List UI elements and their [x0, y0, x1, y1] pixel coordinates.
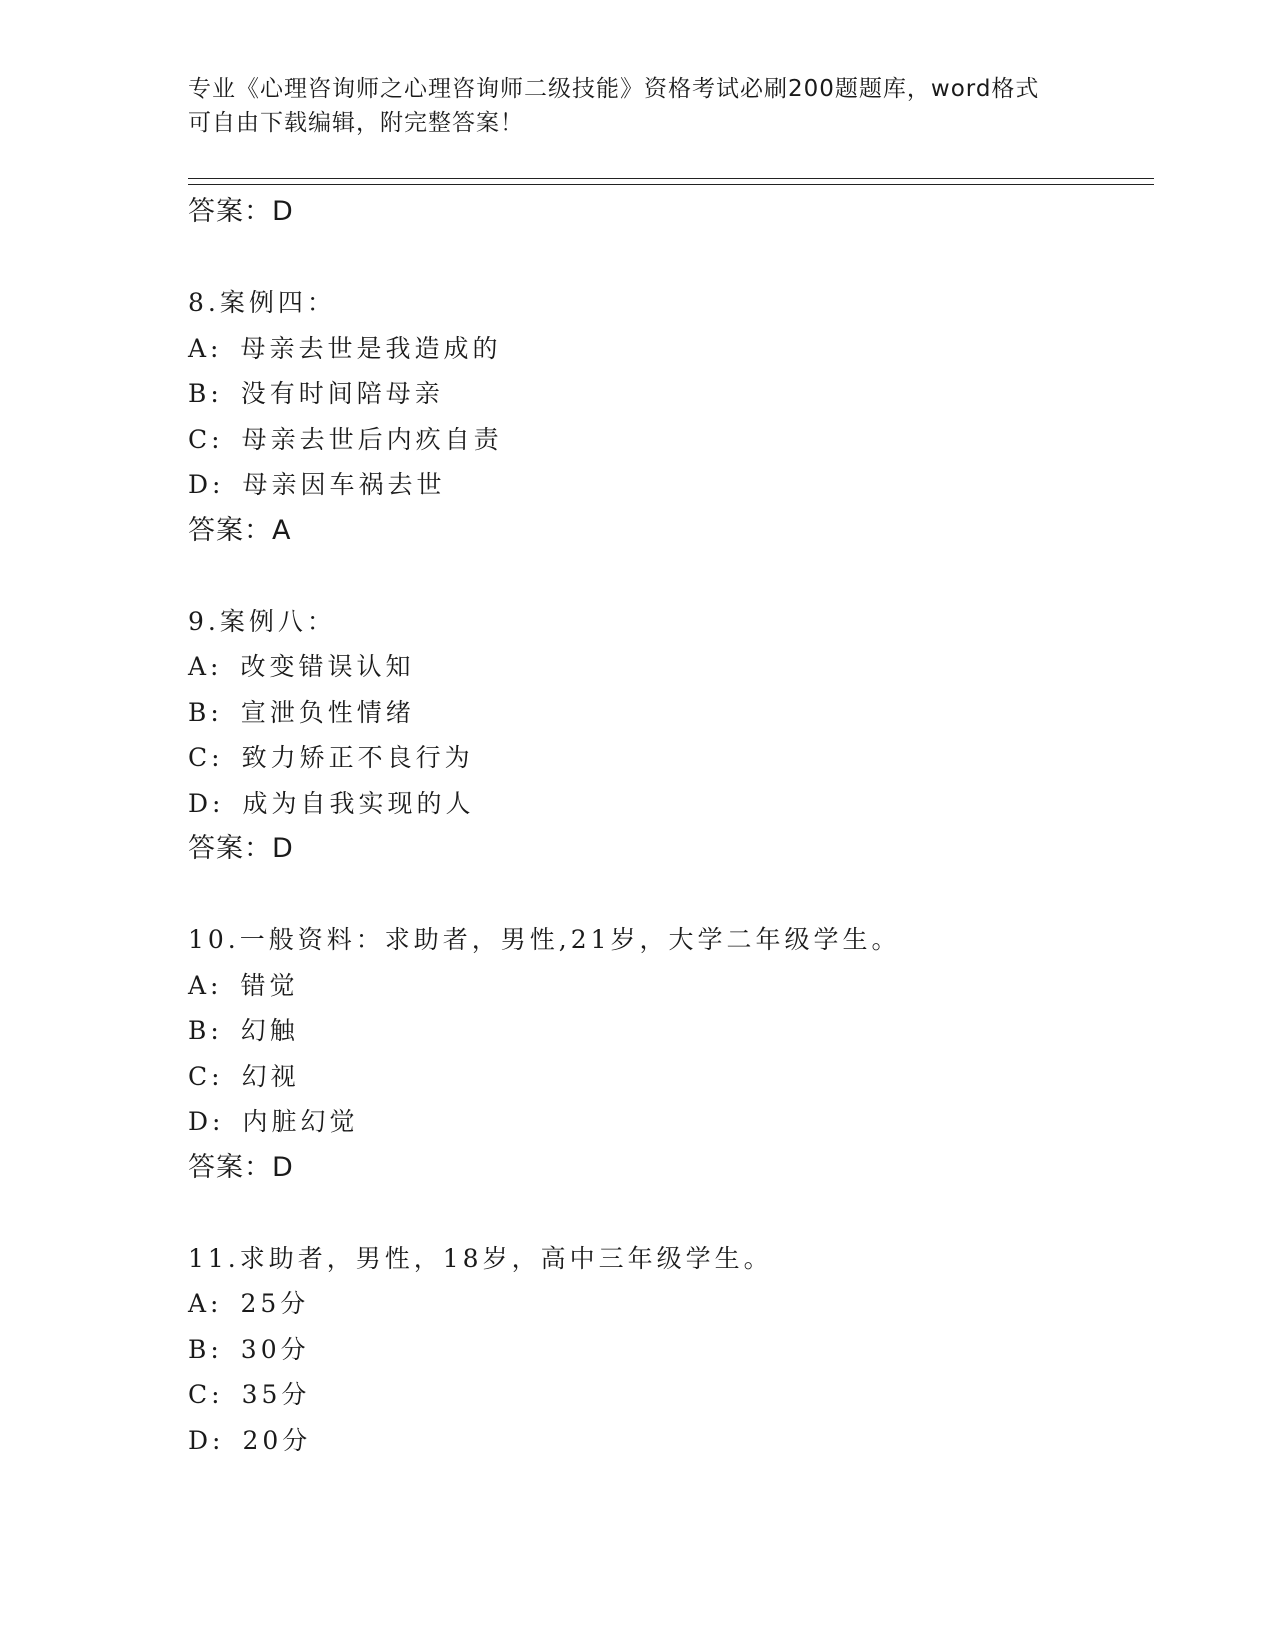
spacer: [188, 235, 1154, 281]
header-line-2: 可自由下载编辑，附完整答案！: [188, 110, 524, 136]
option-text: 母亲因车祸去世: [242, 470, 446, 499]
option-a: [188, 963, 1154, 1009]
option-a: [188, 644, 1154, 690]
answer-line: 答案：A: [188, 514, 292, 546]
spacer: [188, 1190, 1154, 1236]
header-line-1: 专业《心理咨询师之心理咨询师二级技能》资格考试必刷200题题库，word格式: [188, 76, 1040, 102]
option-c: [188, 1372, 1154, 1418]
option-key: C:: [188, 1061, 224, 1091]
option-key: A:: [188, 333, 223, 363]
option-c: [188, 735, 1154, 781]
option-key: A:: [188, 652, 223, 681]
option-key: D:: [188, 1107, 225, 1136]
answer-line: 答案：D: [188, 833, 294, 864]
option-text: 致力矫正不良行为: [241, 743, 474, 772]
option-a: [188, 1281, 1154, 1327]
option-b: [188, 1008, 1154, 1054]
question-stem: 8.案例四：: [188, 288, 336, 317]
option-d: [188, 1418, 1154, 1464]
answer-line: 答案：D: [188, 1151, 294, 1183]
option-text: 错觉: [240, 970, 299, 1000]
option-c: [188, 417, 1154, 463]
option-text: 20分: [242, 1425, 312, 1455]
document-header: [188, 72, 1088, 140]
question-stem: 11.求助者，男性，18岁，高中三年级学生。: [188, 1243, 773, 1273]
option-c: [188, 1054, 1154, 1100]
question-stem: 9.案例八：: [188, 606, 336, 636]
option-key: D:: [188, 470, 225, 499]
option-text: 没有时间陪母亲: [240, 379, 444, 408]
option-key: B:: [188, 379, 223, 408]
question-list: [188, 189, 1154, 1463]
option-b: [188, 1327, 1154, 1373]
option-text: 母亲去世是我造成的: [240, 333, 502, 363]
question-stem: 10.一般资料：求助者，男性,21岁，大学二年级学生。: [188, 925, 901, 954]
option-key: B:: [188, 697, 223, 727]
option-d: [188, 781, 1154, 827]
option-a: [188, 326, 1154, 372]
option-text: 宣泄负性情绪: [240, 697, 415, 727]
spacer: [188, 872, 1154, 918]
option-text: 30分: [240, 1334, 310, 1364]
option-text: 幻视: [241, 1061, 300, 1091]
option-key: A:: [188, 1289, 223, 1318]
option-key: B:: [188, 1334, 223, 1364]
option-key: C:: [188, 424, 224, 454]
option-text: 内脏幻觉: [242, 1107, 359, 1136]
option-b: [188, 690, 1154, 736]
header-divider-top: [188, 178, 1154, 179]
option-b: [188, 371, 1154, 417]
option-text: 35分: [241, 1380, 311, 1409]
spacer: [188, 553, 1154, 599]
option-key: D:: [188, 788, 225, 818]
option-text: 幻触: [240, 1016, 299, 1045]
option-key: D:: [188, 1425, 225, 1455]
option-text: 母亲去世后内疚自责: [241, 424, 503, 454]
option-text: 成为自我实现的人: [242, 788, 475, 818]
answer-line: 答案：D: [188, 196, 294, 227]
option-text: 改变错误认知: [240, 652, 415, 681]
option-key: C:: [188, 1380, 224, 1409]
option-key: A:: [188, 970, 223, 1000]
option-key: C:: [188, 743, 224, 772]
option-text: 25分: [240, 1289, 310, 1318]
option-key: B:: [188, 1016, 223, 1045]
option-d: [188, 1099, 1154, 1145]
option-d: [188, 462, 1154, 508]
header-divider-bottom: [188, 184, 1154, 185]
